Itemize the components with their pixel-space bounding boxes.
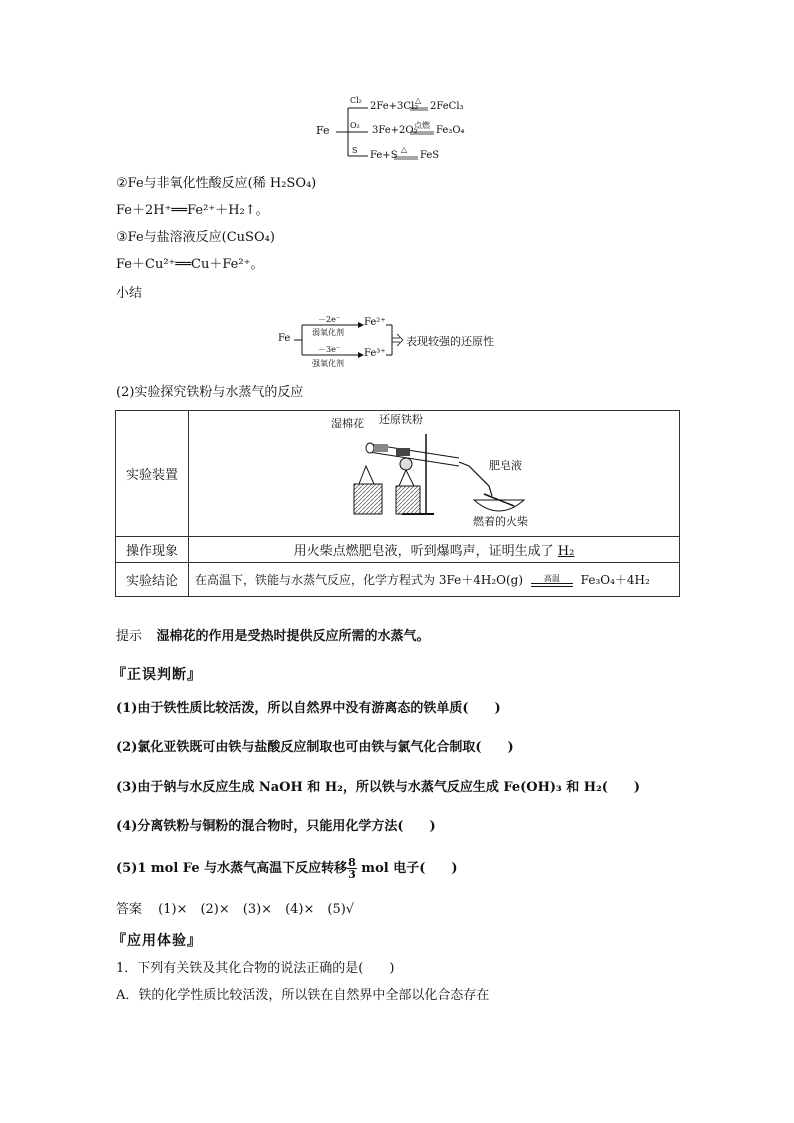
bottom-electron: －3e⁻ [318,345,341,354]
experiment-table [115,410,680,597]
acid-title: ②Fe与非氧化性酸反应(稀 H₂SO₄) [116,176,317,191]
summary-fe: Fe [278,333,291,344]
question-1-option-a: A．铁的化学性质比较活泼，所以铁在自然界中全部以化合态存在 [116,988,490,1003]
high-temp-condition: 高温 [543,574,560,583]
experiment-title: (2)实验探究铁粉与水蒸气的反应 [116,385,304,400]
apply-header: 『应用体验』 [112,933,202,949]
salt-title: ③Fe与盐溶液反应(CuSO₄) [116,230,275,245]
salt-equation: Fe＋Cu²⁺══Cu＋Fe²⁺。 [116,257,264,272]
cl2-label: Cl₂ [350,96,362,105]
fraction-8-3: $\frac{8}{3}$ [348,856,356,881]
summary-title: 小结 [116,286,143,301]
eq-s-product: FeS [420,150,440,161]
phenomenon-label: 操作现象 [116,537,189,563]
top-electron: －2e⁻ [318,315,341,324]
wet-cotton-label: 湿棉花 [331,417,364,430]
phenomenon-gas: H₂ [557,544,575,559]
hint [116,628,430,646]
judge-item-5 [116,852,458,886]
iron-powder-label: 还原铁粉 [379,413,423,426]
o2-label: O₂ [350,121,360,130]
eq-s: Fe+S [370,150,398,161]
answer-label: 答案 [116,902,143,917]
judge-item-2: (2)氯化亚铁既可由铁与盐酸反应制取也可由铁与氯气化合制取( ) [116,740,514,755]
conclusion-cell [189,563,680,597]
eq-cl2-product: 2FeCl₃ [430,101,464,112]
phenomenon-text: 用火柴点燃肥皂液，听到爆鸣声，证明生成了 [293,544,554,559]
item5-suffix: mol 电子( ) [356,861,458,876]
fe-nonmetal-scheme [312,92,492,167]
bottom-product: Fe³⁺ [364,348,386,359]
soap-label: 肥皂液 [489,459,522,472]
eq-cl2: 2Fe+3Cl₂ [370,101,419,112]
apparatus-label: 实验装置 [116,411,189,537]
ignite-condition: 点燃 [414,121,430,130]
eq-o2: 3Fe+2O₂ [372,125,418,136]
table-row [116,537,680,563]
apparatus-figure-cell [189,411,680,537]
answer-line [116,901,354,919]
top-product: Fe²⁺ [364,317,386,328]
judge-item-3: (3)由于钠与水反应生成 NaOH 和 H₂，所以铁与水蒸气反应生成 Fe(OH)₃ 和 H₂( ) [116,780,641,795]
hint-text: 湿棉花的作用是受热时提供反应所需的水蒸气。 [156,629,430,644]
hint-label: 提示 [116,629,143,644]
conclusion-label: 实验结论 [116,563,189,597]
s-label: S [352,146,358,155]
summary-conclusion: 表现较强的还原性 [406,335,494,348]
conclusion-text: 在高温下，铁能与水蒸气反应，化学方程式为 3Fe＋4H₂O(g) [195,573,524,587]
conclusion-product: Fe₃O₄＋4H₂ [580,573,650,587]
item5-prefix: (5)1 mol Fe 与水蒸气高温下反应转移 [116,861,348,876]
answer-text: (1)× (2)× (3)× (4)× (5)√ [158,902,355,917]
top-reagent: 弱氧化剂 [312,328,344,337]
table-row [116,563,680,597]
judge-item-1: (1)由于铁性质比较活泼，所以自然界中没有游离态的铁单质( ) [116,701,501,716]
summary-scheme [276,312,536,372]
judge-header: 『正误判断』 [112,667,202,683]
iron-shape [396,448,410,456]
judge-item-4: (4)分离铁粉与铜粉的混合物时，只能用化学方法( ) [116,819,436,834]
bottom-reagent: 强氧化剂 [312,359,344,368]
cotton-shape [374,444,388,452]
fe-symbol: Fe [316,124,330,137]
table-row [116,411,680,537]
phenomenon-cell [189,537,680,563]
heat-symbol: △ [415,96,422,105]
match-label: 燃着的火柴 [473,515,528,528]
eq-o2-product: Fe₃O₄ [436,125,465,136]
question-1: 1．下列有关铁及其化合物的说法正确的是( ) [116,961,395,976]
acid-equation: Fe＋2H⁺══Fe²⁺＋H₂↑。 [116,203,269,218]
heat-symbol-2: △ [401,145,408,154]
